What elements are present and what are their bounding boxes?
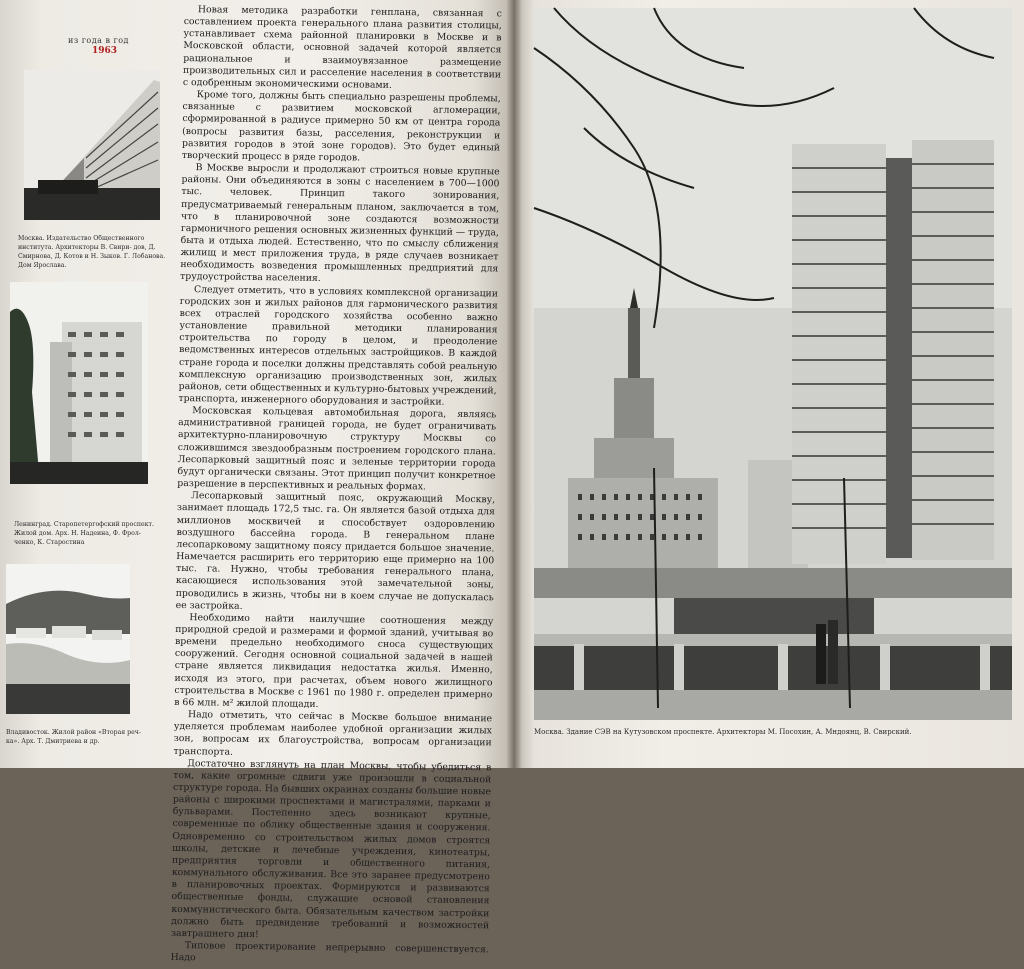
paragraph: В Москве выросли и продолжают строиться новые крупные районы. Они объединяются в зоны с населением в 700—1000 тыс. человек. Принцип такого зонирования, предусматриваемый генеральным планом, заключается в том, что в планировочной зоне создаются возможности гармоничного решения основных жизненных функций — труда, быта и отдыха людей. Естественно, что по смыслу сближения жилищ и мест приложения труда, в ряде случаев возникает необходимость возведения промышленных предприятий для трудоустройства населения. bbox=[180, 162, 500, 285]
photo-institute-building bbox=[24, 70, 160, 220]
photo-comecon-building bbox=[534, 8, 1012, 720]
photo-leningrad-residential bbox=[10, 282, 148, 484]
year-label: 1963 bbox=[92, 46, 118, 56]
caption-vladivostok: Владивосток. Жилой район «Вторая реч- ка». Арх. Т. Дмитриева и др. bbox=[6, 729, 141, 745]
photo-caption-comecon: Москва. Здание СЭВ на Кутузовском проспекте. Архитекторы М. Посохин, А. Мндоянц, В. Свирский. bbox=[534, 728, 912, 736]
paragraph: Следует отметить, что в условиях комплексной организации городских зон и жилых районов для гармонического развития всех отраслей городского хозяйства особенно важно установление правильной методики планирования строительства по городу в целом, и преодоление ведомственных интересов отдельных застройщиков. В каждой стране города и поселки должны представлять собой реальную комплексную организацию производственных зон, жилых районов, сети общественных и культурно-бытовых учреждений, транспорта, инженерного оборудования и застройки. bbox=[178, 283, 499, 408]
book-gutter bbox=[506, 0, 522, 768]
paragraph: Новая методика разработки генплана, связанная с составлением проекта генерального плана развития столицы, устанавливает схема районной планировки в Москве и в Московской области, основной задачей которой является рациональное и взаимоувязанное размещение производительных сил и расселение населения в соответствии с одобренным экономическими основами. bbox=[182, 4, 502, 91]
caption-leningrad: Ленинград. Старопетергофский проспект. Жилой дом. Арх. Н. Надеина, Ф. Фрол- ченко, К. Старостина bbox=[14, 521, 154, 546]
paragraph: Необходимо найти наилучшие соотношения между природной средой и размерами и формой зданий, учитывая во времени предельно необходимого сноса существующих сооружений. Сегодня основной социальной задачей в нашей стране является ликвидация недостатка жилья. Именно, исходя из этого, при расчетах, объем нового жилищного строительства в Москве с 1961 по 1980 г. определен примерно в 66 млн. м² жилой площади. bbox=[174, 611, 494, 710]
paragraph: Московская кольцевая автомобильная дорога, являясь административной границей города, не будет ограничивать архитектурно-планировочную структуру Москвы со сложившимся звездообразным построением городского плана. Лесопарковый защитный пояс и зеленые территории города будут органически связаны. Этот принцип получит конкретное разрешение в перспективных и реальных формах. bbox=[177, 405, 497, 493]
paragraph: Кроме того, должны быть специально разрешены проблемы, связанные с развитием московской агломерации, сформированной в радиусе примерно 50 км от центра города (вопросы развития базы, расселения, реконструкции и развития городов в этой зоне городов). Это будет единый творческий процесс в ряде городов. bbox=[181, 89, 501, 164]
caption-institute: Москва. Издательство Общественного института. Архитекторы В. Свири- дов, Д. Смирнова, Д. Котов и Н. Зыков. Г. Лобанова. Дом Ярослава. bbox=[18, 235, 166, 269]
left-page bbox=[0, 0, 514, 964]
paragraph: Типовое проектирование непрерывно совершенствуется. Надо bbox=[170, 940, 489, 964]
body-text-column bbox=[170, 4, 502, 964]
paragraph: Достаточно взглянуть на план Москвы, чтобы убедиться в том, какие огромные сдвиги уже произошли в социальной структуре города. На бывших окраинах созданы большие новые районы с широкими проспектами и магистралями, парками и бульварами. Постепенно здесь возникают крупные, современные по облику общественные здания и сооружения. Одновременно со строительством жилых домов строятся школы, детские и лечебные учреждения, кинотеатры, предприятия торговли и общественного питания, коммунального обслуживания. Все это заранее предусмотрено в планировочных проектах. Формируются и развиваются общественные фонды, служащие основой становления коммунистического быта. Обязательным качеством застройки должно быть предвидение требований и возможностей завтрашнего дня! bbox=[170, 757, 492, 941]
photo-vladivostok-district bbox=[6, 564, 130, 714]
paragraph: Лесопарковый защитный пояс, окружающий Москву, занимает площадь 172,5 тыс. га. Он является базой отдыха для миллионов москвичей и способствует оздоровлению воздушного бассейна города. В генеральном плане лесопарковому защитному поясу придается большое значение. Намечается расширить его территорию еще примерно на 100 тыс. га. Нужно, чтобы требования генерального плана, касающиеся использования этой замечательной зоны, проводились в жизнь, чтобы ни в коем случае не допускалась ее застройка. bbox=[175, 490, 496, 612]
paragraph: Надо отметить, что сейчас в Москве большое внимание уделяется проблемам наиболее удобной организации жилых зон, вопросам их благоустройства, вопросам организации транспорта. bbox=[173, 709, 493, 758]
running-head: из года в год bbox=[68, 36, 129, 45]
